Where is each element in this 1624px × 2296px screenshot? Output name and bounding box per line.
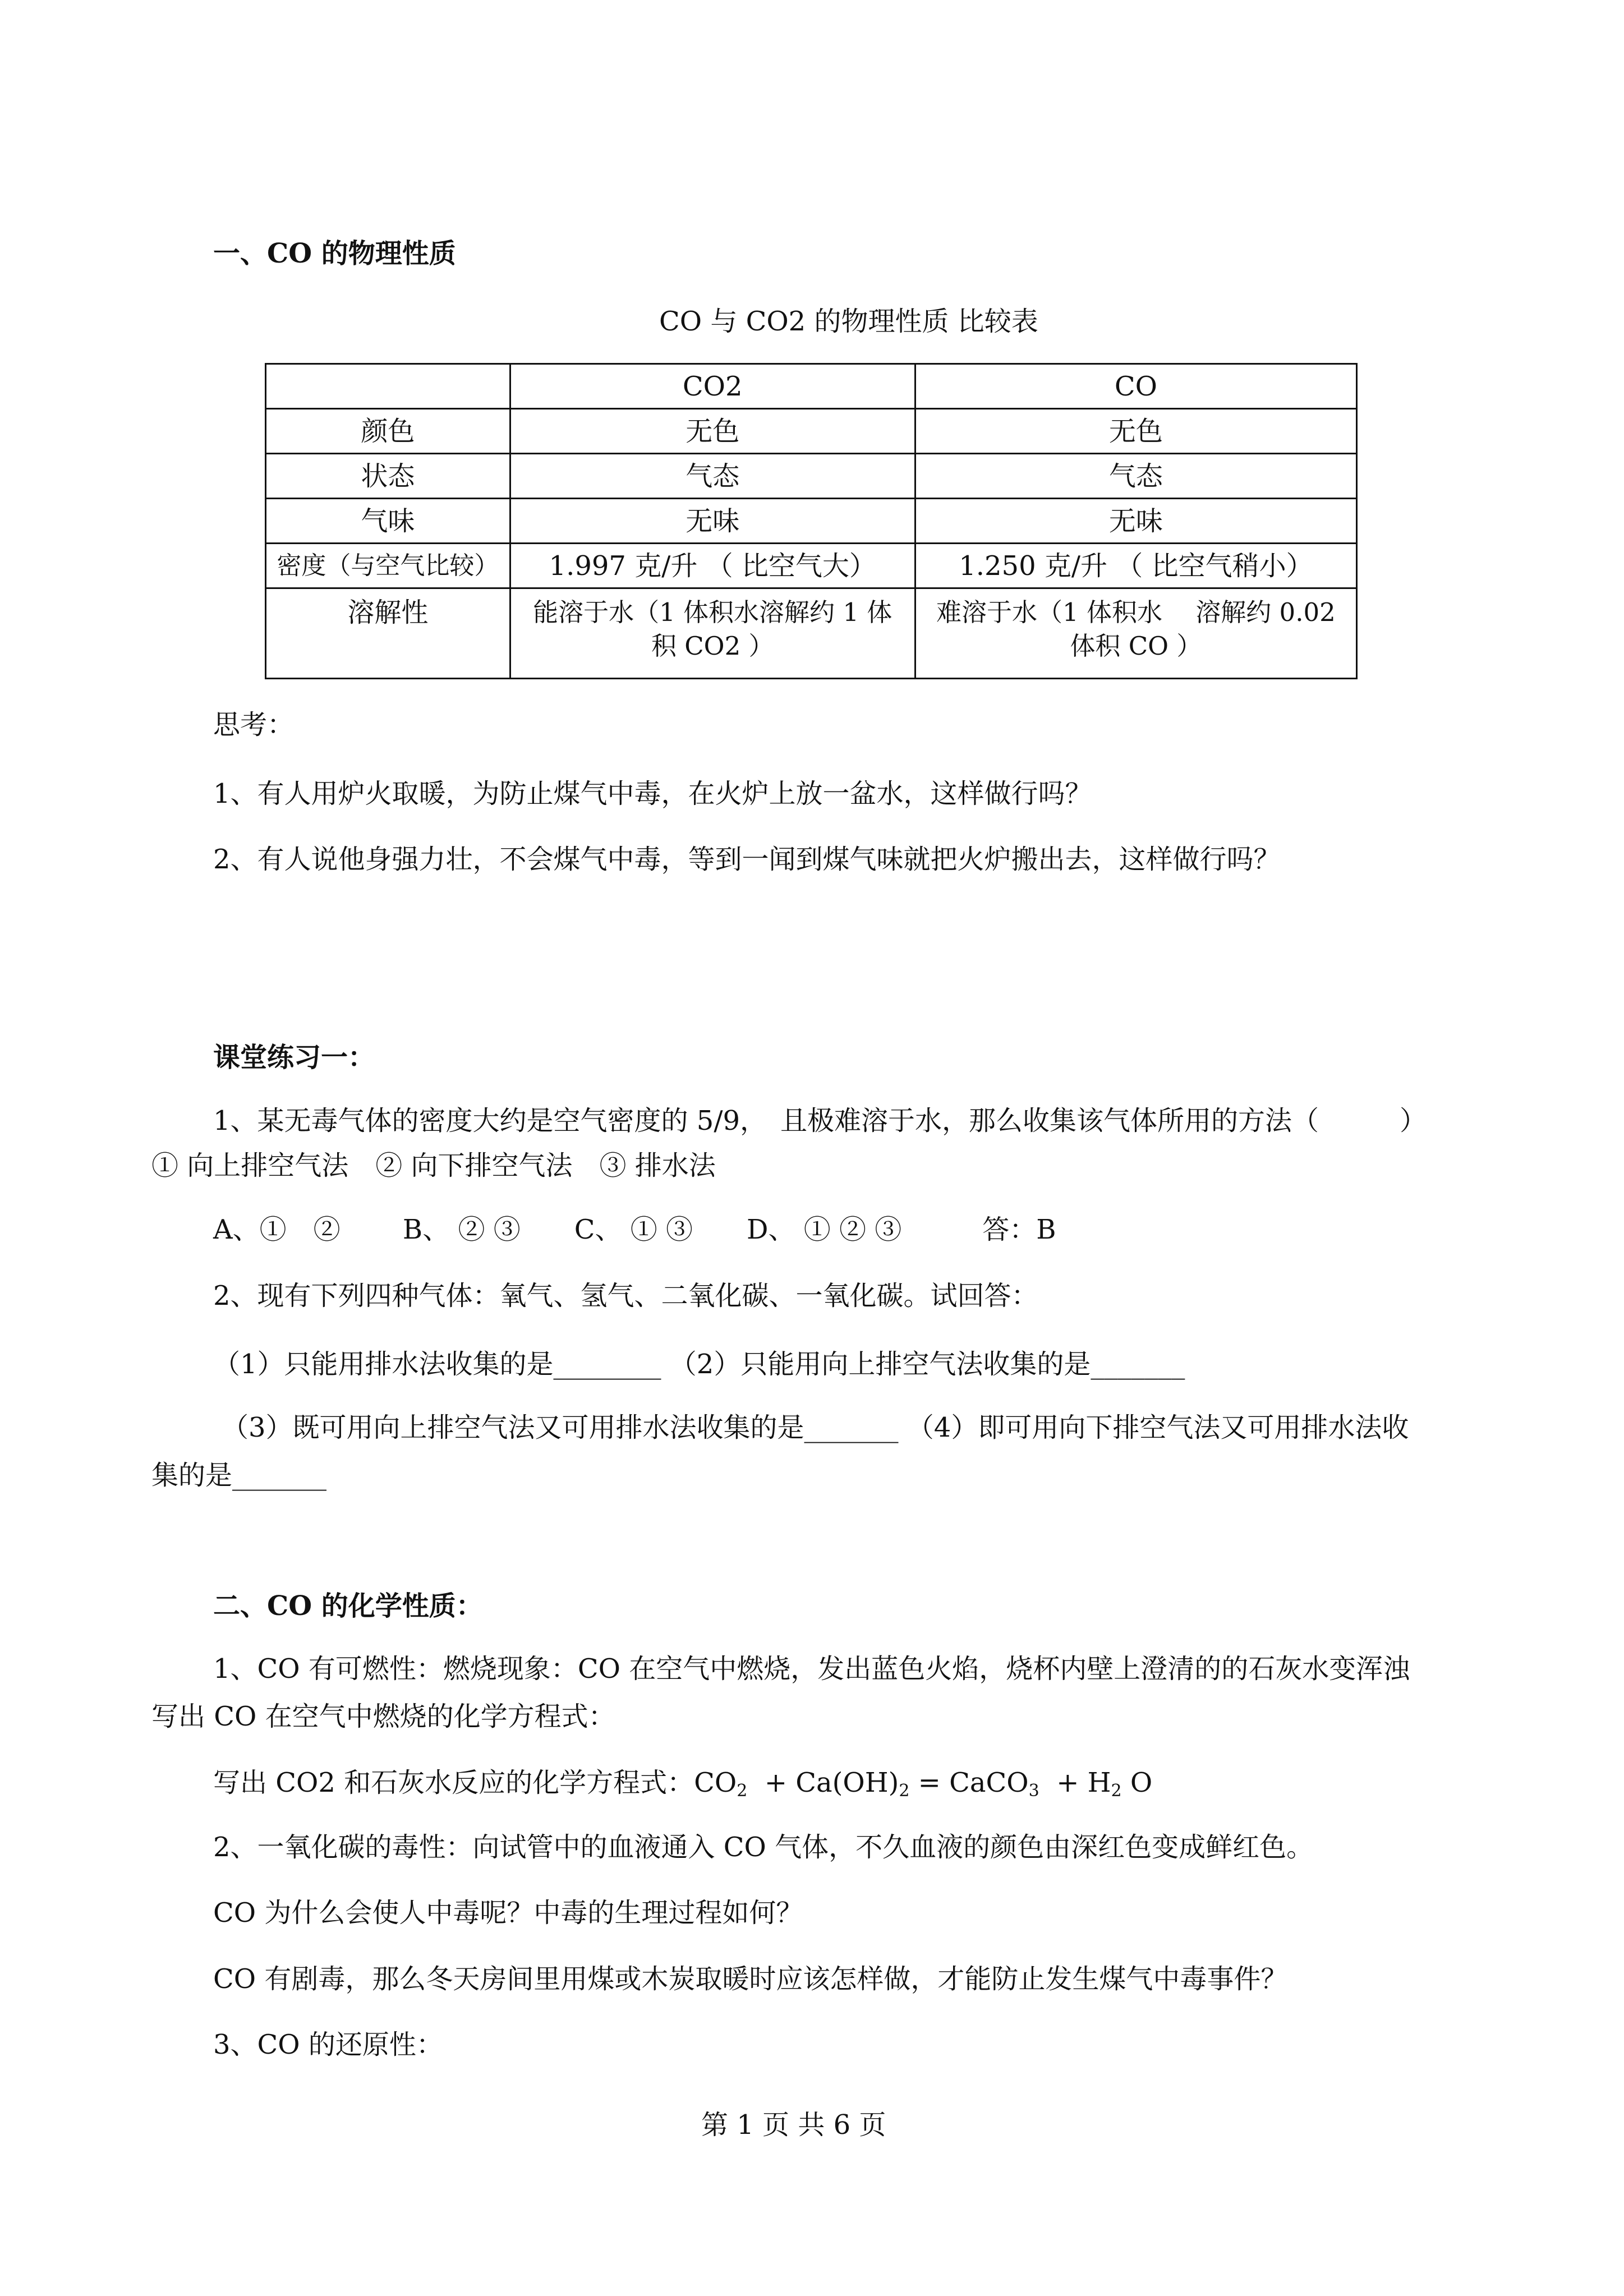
co-cell: 气态 [915, 454, 1356, 499]
table-header-cell: CO [915, 364, 1356, 409]
row-label: 颜色 [266, 409, 510, 454]
table-row [266, 499, 1357, 544]
table-row [266, 409, 1357, 454]
exercise-q1-line2: ① 向上排空气法 ② 向下排空气法 ③ 排水法 [151, 1150, 716, 1181]
co2-cell: 气态 [510, 454, 915, 499]
table-caption: CO 与 CO2 的物理性质 比较表 [659, 306, 1038, 337]
row-label: 状态 [266, 454, 510, 499]
table-header-cell [266, 364, 510, 409]
co2-cell: 1.997 克/升 （ 比空气大） [510, 544, 915, 588]
co2-cell [510, 588, 915, 679]
co2-solubility-line2: 积 CO2 ） [651, 631, 774, 661]
co2-cell: 无色 [510, 409, 915, 454]
co-cell: 1.250 克/升 （ 比空气稍小） [915, 544, 1356, 588]
equation-line [213, 1766, 1152, 1808]
equation-prefix: 写出 CO2 和石灰水反应的化学方程式： [213, 1767, 694, 1798]
chemical-p2: 2、一氧化碳的毒性：向试管中的血液通入 CO 气体，不久血液的颜色由深红色变成鲜红色。 [213, 1832, 1314, 1863]
exercise-q2: 2、现有下列四种气体：氧气、氢气、二氧化碳、一氧化碳。试回答： [213, 1280, 1038, 1312]
exercise-q2-part2-line1: （3）既可用向上排空气法又可用排水法收集的是_______ （4）即可用向下排空气法又可用排水法收 [222, 1412, 1409, 1443]
co2-solubility-line1: 能溶于水（1 体积水溶解约 1 体 [533, 597, 892, 627]
think-title: 思考： [213, 709, 295, 740]
co-solubility-line1: 难溶于水（1 体积水 溶解约 0.02 [936, 597, 1336, 627]
eq-sub: 2 [1111, 1781, 1122, 1801]
exercise-q2-part2-line2: 集的是_______ [151, 1460, 327, 1491]
think-question-2: 2、有人说他身强力壮，不会煤气中毒，等到一闻到煤气味就把火炉搬出去，这样做行吗？ [213, 844, 1281, 875]
eq-sub: 3 [1028, 1781, 1039, 1801]
chemical-p3: CO 为什么会使人中毒呢？中毒的生理过程如何？ [213, 1897, 803, 1929]
equation [694, 1767, 1153, 1801]
exercise-q1-options: A、① ② B、 ② ③ C、 ① ③ D、 ① ② ③ 答：B [213, 1214, 1056, 1245]
row-label: 溶解性 [266, 588, 510, 679]
table-header-row [266, 364, 1357, 409]
table-header-cell: CO2 [510, 364, 915, 409]
section-title-chemical: 二、CO 的化学性质： [213, 1590, 483, 1622]
think-question-1: 1、有人用炉火取暖，为防止煤气中毒，在火炉上放一盆水，这样做行吗？ [213, 778, 1092, 809]
row-label: 密度（与空气比较） [266, 544, 510, 588]
co-cell: 无味 [915, 499, 1356, 544]
table-row [266, 454, 1357, 499]
table-row [266, 588, 1357, 679]
chemical-p4: CO 有剧毒，那么冬天房间里用煤或木炭取暖时应该怎样做，才能防止发生煤气中毒事件？ [213, 1963, 1288, 1995]
co-cell [915, 588, 1356, 679]
eq-sub: 2 [737, 1781, 748, 1801]
exercise-q2-part1: （1）只能用排水法收集的是________ （2）只能用向上排空气法收集的是_______ [213, 1349, 1185, 1380]
page-footer: 第 1 页 共 6 页 [701, 2109, 886, 2141]
eq-caoh: + Ca(OH) [764, 1767, 899, 1798]
row-label: 气味 [266, 499, 510, 544]
section-title-physical: 一、CO 的物理性质 [213, 238, 456, 269]
eq-co2: CO [694, 1767, 737, 1798]
chemical-p5: 3、CO 的还原性： [213, 2029, 443, 2060]
co2-cell: 无味 [510, 499, 915, 544]
eq-caco: = CaCO [918, 1767, 1029, 1798]
table-row [266, 544, 1357, 588]
co-solubility-line2: 体积 CO ） [1070, 631, 1202, 661]
chemical-p1-line2: 写出 CO 在空气中燃烧的化学方程式： [151, 1701, 615, 1732]
chemical-p1-line1: 1、CO 有可燃性：燃烧现象：CO 在空气中燃烧，发出蓝色火焰，烧杯内壁上澄清的的石灰水变浑浊 [213, 1653, 1410, 1685]
co-cell: 无色 [915, 409, 1356, 454]
eq-h: + H [1056, 1767, 1111, 1798]
exercise-title: 课堂练习一： [213, 1042, 375, 1073]
exercise-q1-line1: 1、某无毒气体的密度大约是空气密度的 5/9， 且极难溶于水，那么收集该气体所用的方法（ ） [213, 1105, 1427, 1137]
eq-o: O [1130, 1767, 1153, 1798]
comparison-table [265, 363, 1358, 679]
eq-sub: 2 [899, 1781, 910, 1801]
